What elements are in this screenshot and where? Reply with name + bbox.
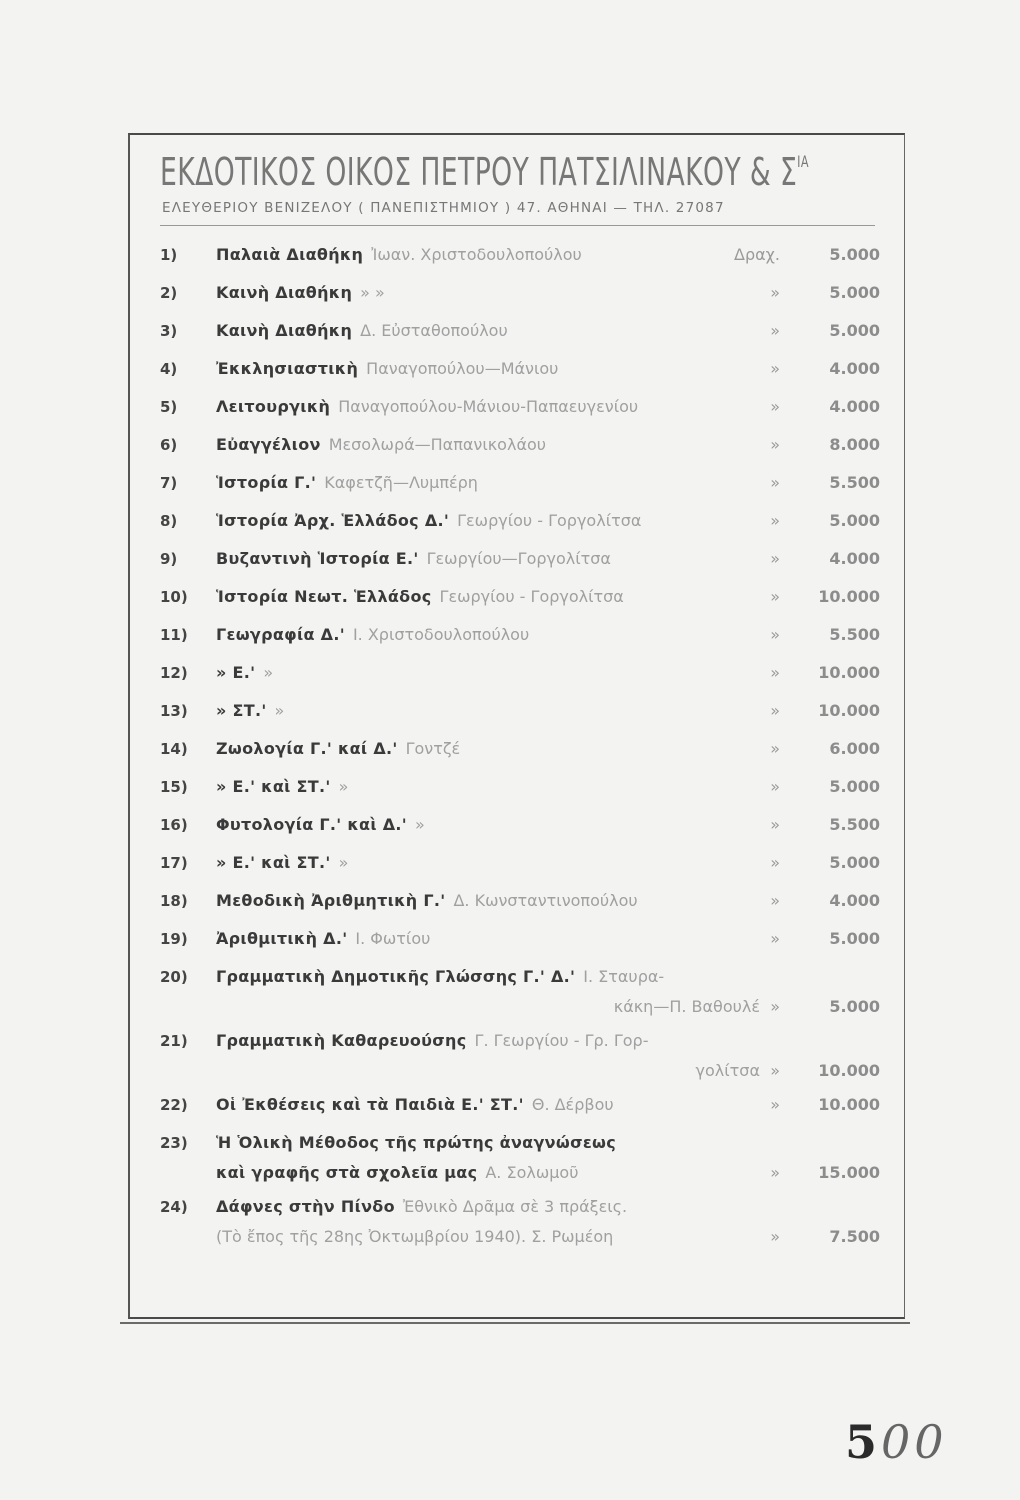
item-title: » ΣΤ.' [216,701,267,720]
item-author: Γ. Γεωργίου - Γρ. Γορ- [474,1031,649,1050]
item-price: 5.000 [829,245,880,264]
item-number: 22) [160,1096,188,1114]
item-author-continued: Α. Σολωμοῦ [485,1163,579,1182]
item-title: Ζωολογία Γ.' καί Δ.' [216,739,398,758]
list-item [160,587,880,625]
list-item [160,245,880,283]
list-item [160,549,880,587]
item-ditto: » [770,587,780,606]
item-author: » » [360,283,385,302]
item-author: Ι. Χριστοδουλοπούλου [352,625,530,644]
item-number: 1) [160,246,178,264]
list-item [160,1133,880,1197]
item-title-continued: καὶ γραφῆς στὰ σχολεῖα μας [216,1163,478,1182]
publisher-address: ΕΛΕΥΘΕΡΙΟΥ ΒΕΝΙΖΕΛΟΥ ( ΠΑΝΕΠΙΣΤΗΜΙΟΥ ) 47. ΑΘΗΝΑΙ — ΤΗΛ. 27087 [162,200,725,216]
item-author: Ἰωαν. Χριστοδουλοπούλου [371,245,582,264]
item-price: 4.000 [829,549,880,568]
list-item [160,511,880,549]
list-item [160,359,880,397]
item-number: 13) [160,702,188,720]
item-ditto: » [770,1227,780,1246]
item-ditto: » [770,359,780,378]
item-title: Καινὴ Διαθήκη [216,283,353,302]
item-ditto: » [770,321,780,340]
item-number: 24) [160,1198,188,1216]
item-price: 5.500 [829,473,880,492]
item-number: 21) [160,1032,188,1050]
item-price: 5.500 [829,625,880,644]
item-number: 6) [160,436,178,454]
list-item [160,739,880,777]
item-author: » [263,663,274,682]
item-price: 8.000 [829,435,880,454]
header-divider [160,225,875,226]
item-author: Παναγοπούλου-Μάνιου-Παπαευγενίου [338,397,639,416]
item-ditto: » [770,929,780,948]
item-price: 5.000 [829,997,880,1016]
list-item [160,929,880,967]
item-title: » Ε.' [216,663,256,682]
list-item [160,853,880,891]
item-price: 5.000 [829,321,880,340]
item-ditto: » [770,1095,780,1114]
list-item [160,1197,880,1261]
list-item [160,283,880,321]
item-title: Ἀριθμιτικὴ Δ.' [216,929,348,948]
item-number: 14) [160,740,188,758]
item-title: Μεθοδικὴ Ἀριθμητικὴ Γ.' [216,891,446,910]
item-title: Φυτολογία Γ.' καὶ Δ.' [216,815,407,834]
item-number: 2) [160,284,178,302]
frame-bottom-rule [120,1322,910,1324]
item-ditto: » [770,283,780,302]
item-author-continued: γολίτσα [695,1061,760,1080]
item-price: 10.000 [818,663,880,682]
list-item [160,701,880,739]
item-number: 8) [160,512,178,530]
item-author: » [274,701,285,720]
list-item [160,435,880,473]
item-title: Ἱστορία Ἀρχ. Ἑλλάδος Δ.' [216,511,450,530]
item-price: 10.000 [818,1095,880,1114]
item-ditto: » [770,739,780,758]
list-item [160,1031,880,1095]
item-author: Δ. Εὐσταθοπούλου [360,321,508,340]
item-price: 4.000 [829,359,880,378]
item-author: Γεωργίου - Γοργολίτσα [457,511,642,530]
item-number: 15) [160,778,188,796]
item-author: Παναγοπούλου—Μάνιου [366,359,559,378]
item-title: Καινὴ Διαθήκη [216,321,353,340]
item-price: 5.000 [829,853,880,872]
item-ditto: » [770,1061,780,1080]
item-number: 17) [160,854,188,872]
item-ditto: » [770,701,780,720]
item-author-continued: (Τὸ ἔπος τῆς 28ης Ὀκτωμβρίου 1940). Σ. Ρωμέοη [216,1227,614,1246]
item-number: 19) [160,930,188,948]
item-number: 10) [160,588,188,606]
item-ditto: » [770,549,780,568]
item-title: » Ε.' καὶ ΣΤ.' [216,853,331,872]
item-title: Γραμματικὴ Καθαρευούσης [216,1031,467,1050]
item-ditto: » [770,853,780,872]
item-number: 12) [160,664,188,682]
item-ditto: Δραχ. [734,245,780,264]
item-price: 5.000 [829,511,880,530]
publisher-title-sup: ΙΑ [797,152,809,171]
item-title: Εὐαγγέλιον [216,435,321,454]
list-item [160,321,880,359]
list-item [160,891,880,929]
item-ditto: » [770,625,780,644]
item-author: » [338,853,349,872]
list-item [160,663,880,701]
item-price: 10.000 [818,1061,880,1080]
item-price: 6.000 [829,739,880,758]
item-title: Λειτουργικὴ [216,397,331,416]
item-price: 5.500 [829,815,880,834]
item-price: 5.000 [829,929,880,948]
item-author: Δ. Κωνσταντινοπούλου [453,891,638,910]
item-number: 5) [160,398,178,416]
item-author: Ι. Φωτίου [355,929,431,948]
item-title: Ἐκκλησιαστικὴ [216,359,359,378]
item-ditto: » [770,511,780,530]
item-title: Γεωγραφία Δ.' [216,625,345,644]
item-ditto: » [770,777,780,796]
item-price: 4.000 [829,397,880,416]
list-item [160,815,880,853]
item-title: Βυζαντινὴ Ἱστορία Ε.' [216,549,419,568]
list-item [160,473,880,511]
item-number: 16) [160,816,188,834]
publisher-title: ΕΚΔΟΤΙΚΟΣ ΟΙΚΟΣ ΠΕΤΡΟΥ ΠΑΤΣΙΛΙΝΑΚΟΥ & $\Sigma^{IA}$ [160,150,809,194]
item-ditto: » [770,1163,780,1182]
item-number: 3) [160,322,178,340]
item-author: Μεσολωρά—Παπανικολάου [328,435,547,454]
item-author: Γεωργίου—Γοργολίτσα [426,549,611,568]
list-item [160,967,880,1031]
item-ditto: » [770,663,780,682]
item-price: 5.000 [829,283,880,302]
list-item [160,777,880,815]
item-title: Δάφνες στὴν Πίνδο [216,1197,395,1216]
item-price: 5.000 [829,777,880,796]
item-ditto: » [770,891,780,910]
item-author: Γοντζέ [405,739,461,758]
item-number: 7) [160,474,178,492]
item-title: Γραμματικὴ Δημοτικῆς Γλώσσης Γ.' Δ.' [216,967,576,986]
item-title: Ἡ Ὁλικὴ Μέθοδος τῆς πρώτης ἀναγνώσεως [216,1133,617,1152]
item-number: 11) [160,626,188,644]
list-item [160,1095,880,1133]
item-ditto: » [770,435,780,454]
item-author: Θ. Δέρβου [531,1095,614,1114]
item-price: 10.000 [818,587,880,606]
item-author: Καφετζῆ—Λυμπέρη [324,473,478,492]
item-title: Οἱ Ἐκθέσεις καὶ τὰ Παιδιὰ Ε.' ΣΤ.' [216,1095,524,1114]
item-author: » [415,815,425,834]
book-list [160,245,880,1261]
list-item [160,625,880,663]
item-author-continued: κάκη—Π. Βαθουλέ [613,997,760,1016]
item-title: Ἱστορία Νεωτ. Ἑλλάδος [216,587,432,606]
item-price: 10.000 [818,701,880,720]
item-number: 18) [160,892,188,910]
item-title: » Ε.' καὶ ΣΤ.' [216,777,331,796]
item-price: 15.000 [818,1163,880,1182]
item-ditto: » [770,815,780,834]
list-item [160,397,880,435]
item-author: » [338,777,349,796]
item-title: Παλαιὰ Διαθήκη [216,245,364,264]
item-ditto: » [770,997,780,1016]
item-number: 4) [160,360,178,378]
item-ditto: » [770,473,780,492]
item-price: 7.500 [829,1227,880,1246]
item-number: 23) [160,1134,188,1152]
item-ditto: » [770,397,780,416]
item-price: 4.000 [829,891,880,910]
item-author: Γεωργίου - Γοργολίτσα [439,587,624,606]
item-number: 9) [160,550,178,568]
item-number: 20) [160,968,188,986]
item-author: Ἐθνικὸ Δρᾶμα σὲ 3 πράξεις. [402,1197,628,1216]
item-title: Ἱστορία Γ.' [216,473,317,492]
page-stamp: 500 [845,1415,948,1469]
item-author: Ι. Σταυρα- [583,967,665,986]
